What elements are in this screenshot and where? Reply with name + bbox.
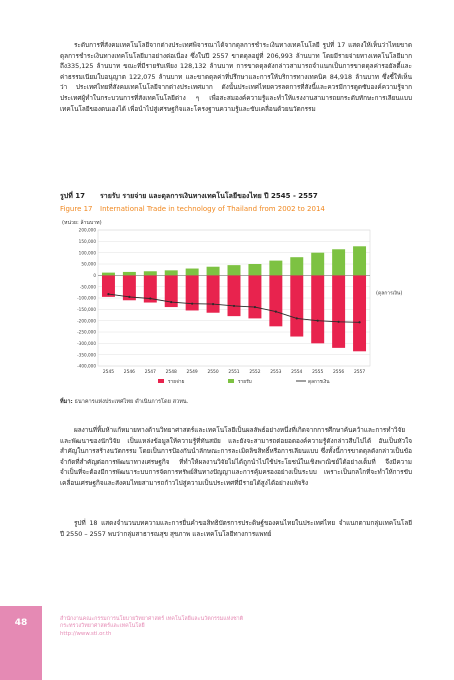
x-tick-label: 2553 xyxy=(270,370,282,375)
x-tick-label: 2555 xyxy=(312,370,324,375)
point-balance xyxy=(254,306,256,308)
y-tick-label: -400,000 xyxy=(77,363,96,369)
x-tick-label: 2549 xyxy=(186,370,198,375)
page-footer xyxy=(60,616,243,638)
point-balance xyxy=(128,296,130,298)
x-tick-label: 2550 xyxy=(207,370,219,375)
point-balance xyxy=(149,297,151,299)
figure-caption-thai xyxy=(60,191,318,202)
x-tick-label: 2557 xyxy=(353,370,366,375)
bar-expense xyxy=(353,275,366,351)
x-tick-label: 2545 xyxy=(102,370,115,375)
paragraph-research-output: ผลงานที่ทิ้มห้าแก้หมายทางด้านวิทยาศาสตร์และเทคโนโลยีเป็นผลลัพธ์อย่างหนึ่งที่เกิดจากการศึกษาค้นคว้าและการทำวิจัยและพัฒนาของนักวิจัย เป็นแหล่งข้อมูลให้ความรู้ที่ทันสมัย และยังจะสามารถต่อยอดองค์ความรู้ดังกล่าวสืบไปได้ อันเป็นหัวใจสำคัญในการสร้างนวัตกรรม โดยเป็นการป้องกันนำลักษณะการละเมิดลิขสิทธิ์หรือการเลียนแบบ ซึ่งทั้งนี้การขาดดุลดังกล่าวเป็นข้อจำกัดที่สำคัญต่อการพัฒนาทางเศรษฐกิจ ที่ทำให้ผลงานวิจัยไม่ได้ถูกนำไปใช้ประโยชน์ในเชิงพาณิชย์ได้อย่างเต็มที่ จึงมีความจำเป็นที่จะต้องมีการพัฒนาระบบการจัดการทรัพย์สินทางปัญญาและการคุ้มครองอย่างเป็นระบบ เพราะเป็นกลไกที่จะทำให้การขับเคลื่อนเศรษฐกิจและสังคมไทยสามารถก้าวไปสู่ความเป็นประเทศที่มีรายได้สูงได้อย่างแท้จริง xyxy=(60,426,412,487)
point-balance xyxy=(233,305,235,307)
y-tick-label: 150,000 xyxy=(78,238,96,244)
legend-label-balance-side: (ดุลการเงิน) xyxy=(376,290,403,297)
figure-number-english: Figure 17 xyxy=(60,205,93,213)
bar-expense xyxy=(186,275,199,310)
legend-balance-label: ดุลการเงิน xyxy=(308,380,330,385)
technology-trade-chart xyxy=(60,216,412,410)
point-balance xyxy=(191,303,193,305)
legend-expense-swatch xyxy=(158,379,164,383)
x-tick-label: 2552 xyxy=(249,370,261,375)
point-balance xyxy=(107,293,109,295)
y-tick-label: 100,000 xyxy=(78,250,96,256)
point-balance xyxy=(317,320,319,322)
paragraph-patents: รูปที่ 18 แสดงจำนวนบทความและการยื่นคำขอสิทธิบัตรการประดิษฐ์ของคนไทยในประเทศไทย จำแนกตามกลุ่มเทคโนโลยี ปี 2550 – 2557 พบว่ากลุ่มสาธารณสุข สุขภาพ และเทคโนโลยีทางการแพทย์ xyxy=(60,519,412,538)
bar-income xyxy=(207,267,220,276)
x-tick-label: 2546 xyxy=(123,370,135,375)
bar-expense xyxy=(207,275,220,312)
figure-title-thai: รายรับ รายจ่าย และดุลการเงินทางเทคโนโลยีของไทย ปี 2545 - 2557 xyxy=(100,192,318,200)
point-balance xyxy=(275,311,277,313)
y-axis-label: (หน่วย: ล้านบาท) xyxy=(62,220,102,226)
paragraph-technology-balance: ระดับการที่สังคมเทคโนโลยีจากต่างประเทศพิจารณาได้จากดุลการชำระเงินทางเทคโนโลยี รูปที่ 17 แสดงให้เห็นว่าไทยขาดดุลการชำระเงินทางเทคโนโลยีมาอย่างต่อเนื่อง ซึ่งในปี 2557 ขาดดุลอยู่ที่ 206,993 ล้านบาท โดยมีรายจ่ายทางเทคโนโลยีมากถึง335,125 ล้านบาท ขณะที่มีรายรับเพียง 128,132 ล้านบาท การขาดดุลดังกล่าวสามารถจำแนกเป็นการขาดดุลค่ารอยัลตี้และค่าธรรมเนียมใบอนุญาต 122,075 ล้านบาท และขาดดุลค่าที่ปรึกษาและการให้บริการทางเทคนิค 84,918 ล้านบาท ซึ่งชี้ให้เห็นว่า ประเทศไทยที่สังคมเทคโนโลยีจากต่างประเทศมาก ดังนั้นประเทศไทยควรลดการที่สังนี้และควรมีการดูดซับองค์ความรู้จากประเทศผู้ทำในกระบวนการที่สังเทคโนโลยีต่าง ๆ เพื่อสะสมองค์ความรู้และทำให้แรงงานสามารถยกระดับทักษะการเลียนแบบเทคโนโลยีของตนเองได้ เพื่อนำไปสู่เศรษฐกิจและโครงฐานความรู้และขับเคลื่อนด้วยนวัตกรรม xyxy=(60,41,412,113)
legend-income-swatch xyxy=(228,379,234,383)
bar-income xyxy=(311,253,324,276)
y-tick-label: -50,000 xyxy=(79,284,96,290)
bar-income xyxy=(248,264,261,275)
y-tick-label: -200,000 xyxy=(77,318,96,324)
point-balance xyxy=(338,321,340,323)
point-balance xyxy=(212,303,214,305)
bar-expense xyxy=(228,275,241,316)
x-tick-label: 2551 xyxy=(228,370,240,375)
y-tick-label: 50,000 xyxy=(81,261,96,267)
bar-income xyxy=(332,249,345,275)
footer-url[interactable]: http://www.sti.or.th xyxy=(60,630,112,637)
legend-income-label: รายรับ xyxy=(238,380,252,385)
x-tick-label: 2554 xyxy=(291,370,303,375)
figure-caption-english xyxy=(60,205,325,213)
bar-income xyxy=(186,269,199,276)
x-tick-label: 2556 xyxy=(333,370,345,375)
bar-income xyxy=(123,272,136,275)
x-tick-label: 2547 xyxy=(144,370,156,375)
bar-expense xyxy=(332,275,345,348)
y-tick-label: -250,000 xyxy=(77,329,96,335)
x-tick-label: 2548 xyxy=(165,370,177,375)
figure-number-thai: รูปที่ 17 xyxy=(60,192,85,200)
figure-source xyxy=(60,398,189,406)
chart-svg xyxy=(60,216,412,398)
bar-income xyxy=(353,246,366,275)
y-tick-label: -150,000 xyxy=(77,306,96,312)
point-balance xyxy=(170,301,172,303)
y-tick-label: 200,000 xyxy=(78,227,96,233)
y-tick-label: -300,000 xyxy=(77,340,96,346)
footer-ministry: กระทรวงวิทยาศาสตร์และเทคโนโลยี xyxy=(60,623,145,630)
y-tick-label: -100,000 xyxy=(77,295,96,301)
source-text: ธนาคารแห่งประเทศไทย ดำเนินการโดย สวทน. xyxy=(74,399,189,405)
y-tick-label: -350,000 xyxy=(77,352,96,358)
bar-income xyxy=(144,271,157,275)
point-balance xyxy=(296,317,298,319)
legend-expense-label: รายจ่าย xyxy=(168,380,185,385)
footer-agency: สำนักงานคณะกรรมการนโยบายวิทยาศาสตร์ เทคโนโลยีและนวัตกรรมแห่งชาติ xyxy=(60,616,244,622)
source-label: ที่มา: xyxy=(60,399,73,405)
bar-income xyxy=(290,257,303,275)
page-number: 48 xyxy=(14,618,28,628)
bar-income xyxy=(269,261,282,276)
y-tick-label: 0 xyxy=(93,272,96,278)
figure-title-english: International Trade in technology of Thailand from 2002 to 2014 xyxy=(100,205,325,213)
bar-expense xyxy=(269,275,282,326)
bar-income xyxy=(165,270,178,275)
bar-expense xyxy=(290,275,303,336)
point-balance xyxy=(358,321,360,323)
bar-income xyxy=(228,265,241,275)
bar-expense xyxy=(248,275,261,318)
bar-expense xyxy=(311,275,324,343)
bar-income xyxy=(102,273,115,276)
